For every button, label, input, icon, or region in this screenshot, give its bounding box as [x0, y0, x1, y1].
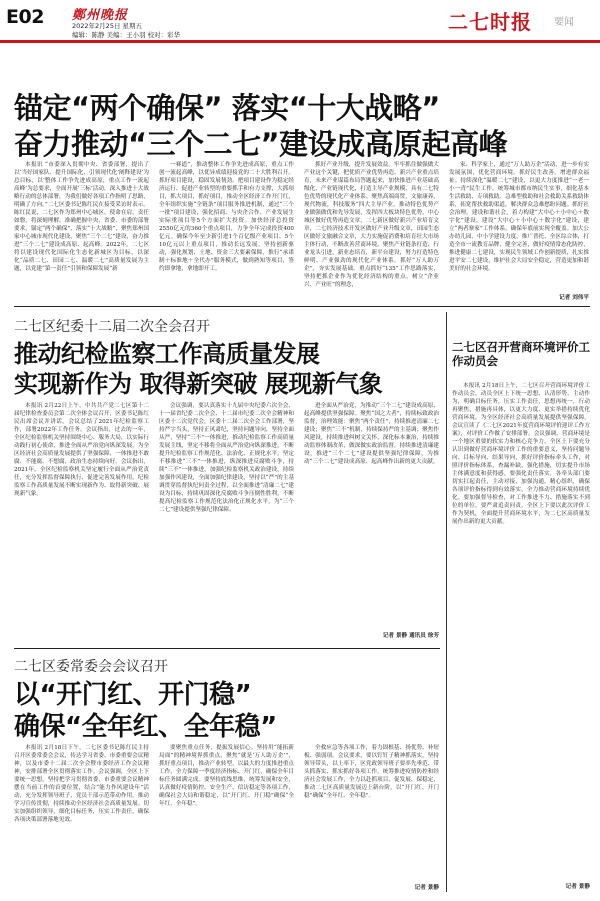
- article2-headline-line1: 推动纪检监察工作高质量发展: [14, 340, 320, 368]
- section-label: 要闻: [554, 17, 574, 28]
- brand-title: 二七时报: [448, 10, 532, 34]
- date-line: 2022年2月25日 星期五: [72, 22, 143, 30]
- sidebar-headline: 二七区召开营商环境评价工作动员会: [452, 340, 590, 368]
- article3-headline-line1: 以“开门红、开门稳”: [14, 680, 252, 710]
- editor-line: 编辑：陈静 美编：王小羽 校对：彩华: [72, 31, 181, 39]
- article3-col1: 本报讯 2月18日下午，二七区委书记陈红民主持召开区委常委会会议，传达学习省委、市委重要会议精神，以及市委十二届二次全会暨市委经济工作会议精神，安排部署全区贯彻落实工作。会议强调，全区上下要统一思想，坚持把学习贯彻省委、市委重要会议精神摆在当前工作的首要位置，结合“能力作风建设年”活动，充分发挥领导班子、党员干部示范带动作用，推动学习宣传贯彻，持续推动全区经济社会高质量发展。切实加强组织领导，细化目标任务，压实工作责任，确保各项决策部署落地见效。: [14, 745, 149, 823]
- article1-col3: 抓好产业升级，提升发展效益。牢牢抓住做强做大产业这个关键，把优质产业优势再造、新兴产业重点培育，未来产业谋篇布局答题起来，加快推进产业基础高级化、产业链现代化，打造主导产业规模、具有二七特色优势的现代化产业体系。聚焦高端商贸，文旅康养，现代物流，科技服务“四大主导产业，推动特色优势产业做强做优和先导发展，发挥四大板块特色优势，中心城区做好优势再造文章，二七新区做好新兴产业培育文章，二七经济技术开发区做好产业升级文章，田园生态区做好文旅融合文章，大力实施促消费和培育壮大市场主体行动，不断改善营商环境，聚焦产业链条打造、行业龙头引进，新业态培育，新平台建设，努力打造特色鲜明、产业强劲的现代化产业体系。抓好“万人助万企”，夯实发展基础。重点抓好“135”工作思路落实，坚持把抓企业作为优化经济结构的重点，树立“企业兴、产业旺”的理念，: [304, 162, 439, 288]
- article2-kicker: 二七区纪委十二届二次全会召开: [14, 319, 210, 335]
- page-number: E02: [6, 6, 44, 28]
- article3-byline: 记者 景静: [414, 885, 439, 891]
- sidebar-body: 本报讯 2月18日上午，二七区召开营商环境评价工作动员会，动员全区上下统一思想、认清形势、主动作为，明确目标任务，压实工作责任，思想再统一，行动再聚焦，措施再具体，以更大力度、更实举措持续优化营商环境，为全区经济社会高质量发展提供坚强保障。会议宣读了《二七区2021年度营商环境评价迎评工作方案》，对评价工作做了安排部署。会议强调，营商环境是一个地区重要的软实力和核心竞争力，全区上下要充分认识到做好营商环境评价工作的重要意义，坚持问题导向、目标导向、结果导向，抓好评价指标牵头工作，对照评价指标体系，查漏补缺，强化措施，切实提升市场主体满意度和获得感。要强化责任落实，各牵头部门要切实扛起责任，主动对接，加强沟通，精心组织，确保各项评价指标得到有效落实，全力推动营商环境持续优化。要加强督导检查，对工作推进不力、措施落实不到位的单位，要严肃追责问责。全区上下要以此次评价工作为契机，全面提升营商环境水平，为二七区高质量发展作出新的更大贡献。: [452, 383, 590, 525]
- article1-col1: 本报讯 “市委深入贯彻中央、省委部署，提出了以‘当好国家队、提升国际化、引领现代化’阐释建设‘为总目标，以‘整体工作争先进成高原，重点工作一流起高峰’为总要求，全面开展‘三标’活动，深入推进十大战略行动的总体部署，为我们做好各项工作指明了思路，明确了方向。”二七区委书记陈红民在接受采访时表示。陈红民说，二七区作为郑州中心城区，使命在肩，责任如磐，将深刻理解、准确把握中央、省委、市委的部署要求，锚定“两个确保”，落实“十大战略”，聚焦郑州国家中心城市现代化建设，聚焦“三个二七”建设，奋力推进“三个二七”建设成高原、起高峰。2022年，二七区将以建设现代化国际化生态化新城区为目标，以深化“品质二七、田园二七、温暖二七”高质量发展为主题，以党建“第一责任”引领和保障发展“新: [14, 162, 149, 272]
- paper-logo: 鄭州晚报: [72, 8, 129, 23]
- sidebar-divider: [446, 312, 447, 892]
- article2-headline-line2: 实现新作为 取得新突破 展现新气象: [14, 370, 383, 398]
- divider-1: [14, 306, 590, 307]
- article3-col2: 要聚焦重点任务，提振发展信心。坚持用“能拓新局面”的精神境界抓重点，聚焦“就是‘万人助万企’”，抓好重点项目，推动产业转型，以最大的力度推进重点工作，全力保障一季度经济指标、开门红，确保全年目标任务圆满完成。要坚持底线思维，统筹发展和安全，认真做好疫情防控、安全生产、信访稳定等各项工作，确保社会大局和谐稳定，以“开门红、开门稳”确保“全年红、全年稳”。: [159, 745, 294, 807]
- article3-kicker: 二七区委常委会会议召开: [14, 659, 168, 675]
- article1-headline-line1: 锚定“两个确保” 落实“十大战略”: [14, 91, 440, 125]
- article2-col2: 会议强调，要认真落实十九届中央纪委六次全会、十一届省纪委二次全会、十二届市纪委二次全会精神和区委十二次党代会，区委十二届二次全会工作部署，坚持严字当头，坚持正风肃纪，坚持问题导向，坚持全面从严，坚持“三不”一体推进，推动纪检监察工作高质量发展主线，坚定不移将全面从严治党向纵深推进，不断提升纪检监察工作规范化、法治化、正规化水平，坚定不移推进“三不”一体推进，纵深推进反腐败斗争，持续“三不”一体推进，加强纪检监察机关政治建设，持续加强作风建设，全面加强纪律建设，坚持以“严”的主基调贯穿监督执纪问责全过程，以全面推进“清廉二七”建设为目标，持续巩固深化反腐败斗争压倒性胜利，不断提高纪检监察工作规范化法治化正规化水平，为“三个二七”建设提供坚强纪律保障。: [159, 403, 294, 513]
- article3-col3: 全救应急等各项工作，着力固根基、扬优势、补短板、强弱项。会议要求，要以钉钉子精神抓落实，坚持领导带头，以上率下，区党政领导班子要率先垂范、带头抓落实、抓实抓好各项工作，统筹推进疫情防控和经济社会发展工作，全力以赴抓项目、促发展、保稳定，推动二七区高质量发展迈上新台阶，以“开门红、开门稳”确保“全年红、全年稳”。: [304, 745, 439, 799]
- article1-col4: 家、科学家上，通过“万人助万企”活动，进一步有实发展氛围，优化营商环境。抓好民生改善，增进群众福祉。持续深化“温暖二七”建设，以更大力度推进“一老一小一青”民生工作，统筹城市都市纳民生实事，细化基本生活救助、专项救助、急难型救助和社会救助关系救助体系，拓宽帮扶救助渠道，解决群众急难愁盼问题。抓好社会治理，建设和谐社会，着力构建“大中心＋小中心＋数字化”建设，建设“大中心＋小中心＋数字化”建设，建立“两者寨家”工作体系，确保年底前实现全覆盖。加大公办幼儿园、中小学建设力度，推广普托、全区综合体，打造全市一流教育品牌，健全完善，做好疫情常态化防控，推进健康二七建设，实现民生领域工作创新提质，扎实推进平安二七建设，维护社会大局安全稳定，营造更加和谐美好的社会环境。: [449, 162, 589, 272]
- header-rule: [0, 40, 600, 43]
- article1-headline-line2: 奋力推动“三个二七”建设成高原起高峰: [14, 127, 508, 161]
- article1-byline: 记者 刘伟平: [559, 295, 589, 301]
- brand-block: [448, 6, 590, 34]
- article2-col1: 本报讯 2月22日上午，中共共产党二七区第十二届纪律检查委员会第二次全体会议召开，区委书记陈红民出席会议并讲话。会议总结了2021年纪检监察工作，部署2022年工作任务。会议指出，过去的一年，全区纪检监察机关坚持围绕中心、服务大局，以实际行动践行初心使命，推进全面从严治党向纵深发展，为全区经济社会高质量发展提供了坚强保障，一体推进不敢腐、不能腐、不想腐，政治生态持续向好。会议指出，2021年，全区纪检监察机关坚定履行全面从严治党责任，充分发挥监督保障执行、促进完善发展作用，纪检监察工作高质量发展不断实现新作为、取得新突破、展现新气象。: [14, 403, 149, 497]
- article2-col3: 进全面从严治党，为推动“三个二七”建设成高原、起高峰提供坚强保障。聚焦“国之大者”，持续标致政治监督，治理效能：聚焦“两个责任”，持续推进清廉二七建设；聚焦“三不”机制，持续保持严的主基调；聚焦作风建设，持续推进纠树文关怀，深化标本兼治，持续推动监察体制改革，做深做实政治监督，持续推进清廉建设，推进“三个二七”建设提供坚强纪律保障，为推动“三个二七”建设成高原、起高峰作出新的更大贡献。: [304, 403, 439, 465]
- article1-col2: 一赛道”，推动整体工作争先进成高原，重点工作创一流起高峰，以优异成绩迎接党的二十大胜利召开。抓好项目建设，稳固发展韧劲。把项目建设作为稳定经济运行、促进产业转型的重要抓手和有力支撑，大抓项目，抓大项目，抓好项目，推动全区经济工作开门红，全年组织实施“全链条”项目服务推进机制，通过“三个一批”项目建设，强化招商、与央企合作、产业发展生实际重项目等5个方面扩大投资。加快经济总投资2550亿元的360个重点项目，力争全年完成投资400亿元。确保今年至少新引进1个百亿级产业项目、5个10亿元以上重点项目，推动长远发展。坚持创新驱动，强化规划、土地、资金三大要素保障，推行“承诺制＋标准地＋全代办”服务模式，做到熟知等项目，签约即拿地，拿地即开工。: [159, 162, 294, 272]
- page-header: [0, 0, 600, 40]
- sidebar-byline: 记者 景静: [565, 884, 590, 890]
- divider-2: [14, 648, 440, 649]
- article2-byline: 记者 景静 通讯员 徐芳: [382, 633, 439, 639]
- article3-headline-line2: 确保“全年红、全年稳”: [14, 712, 277, 742]
